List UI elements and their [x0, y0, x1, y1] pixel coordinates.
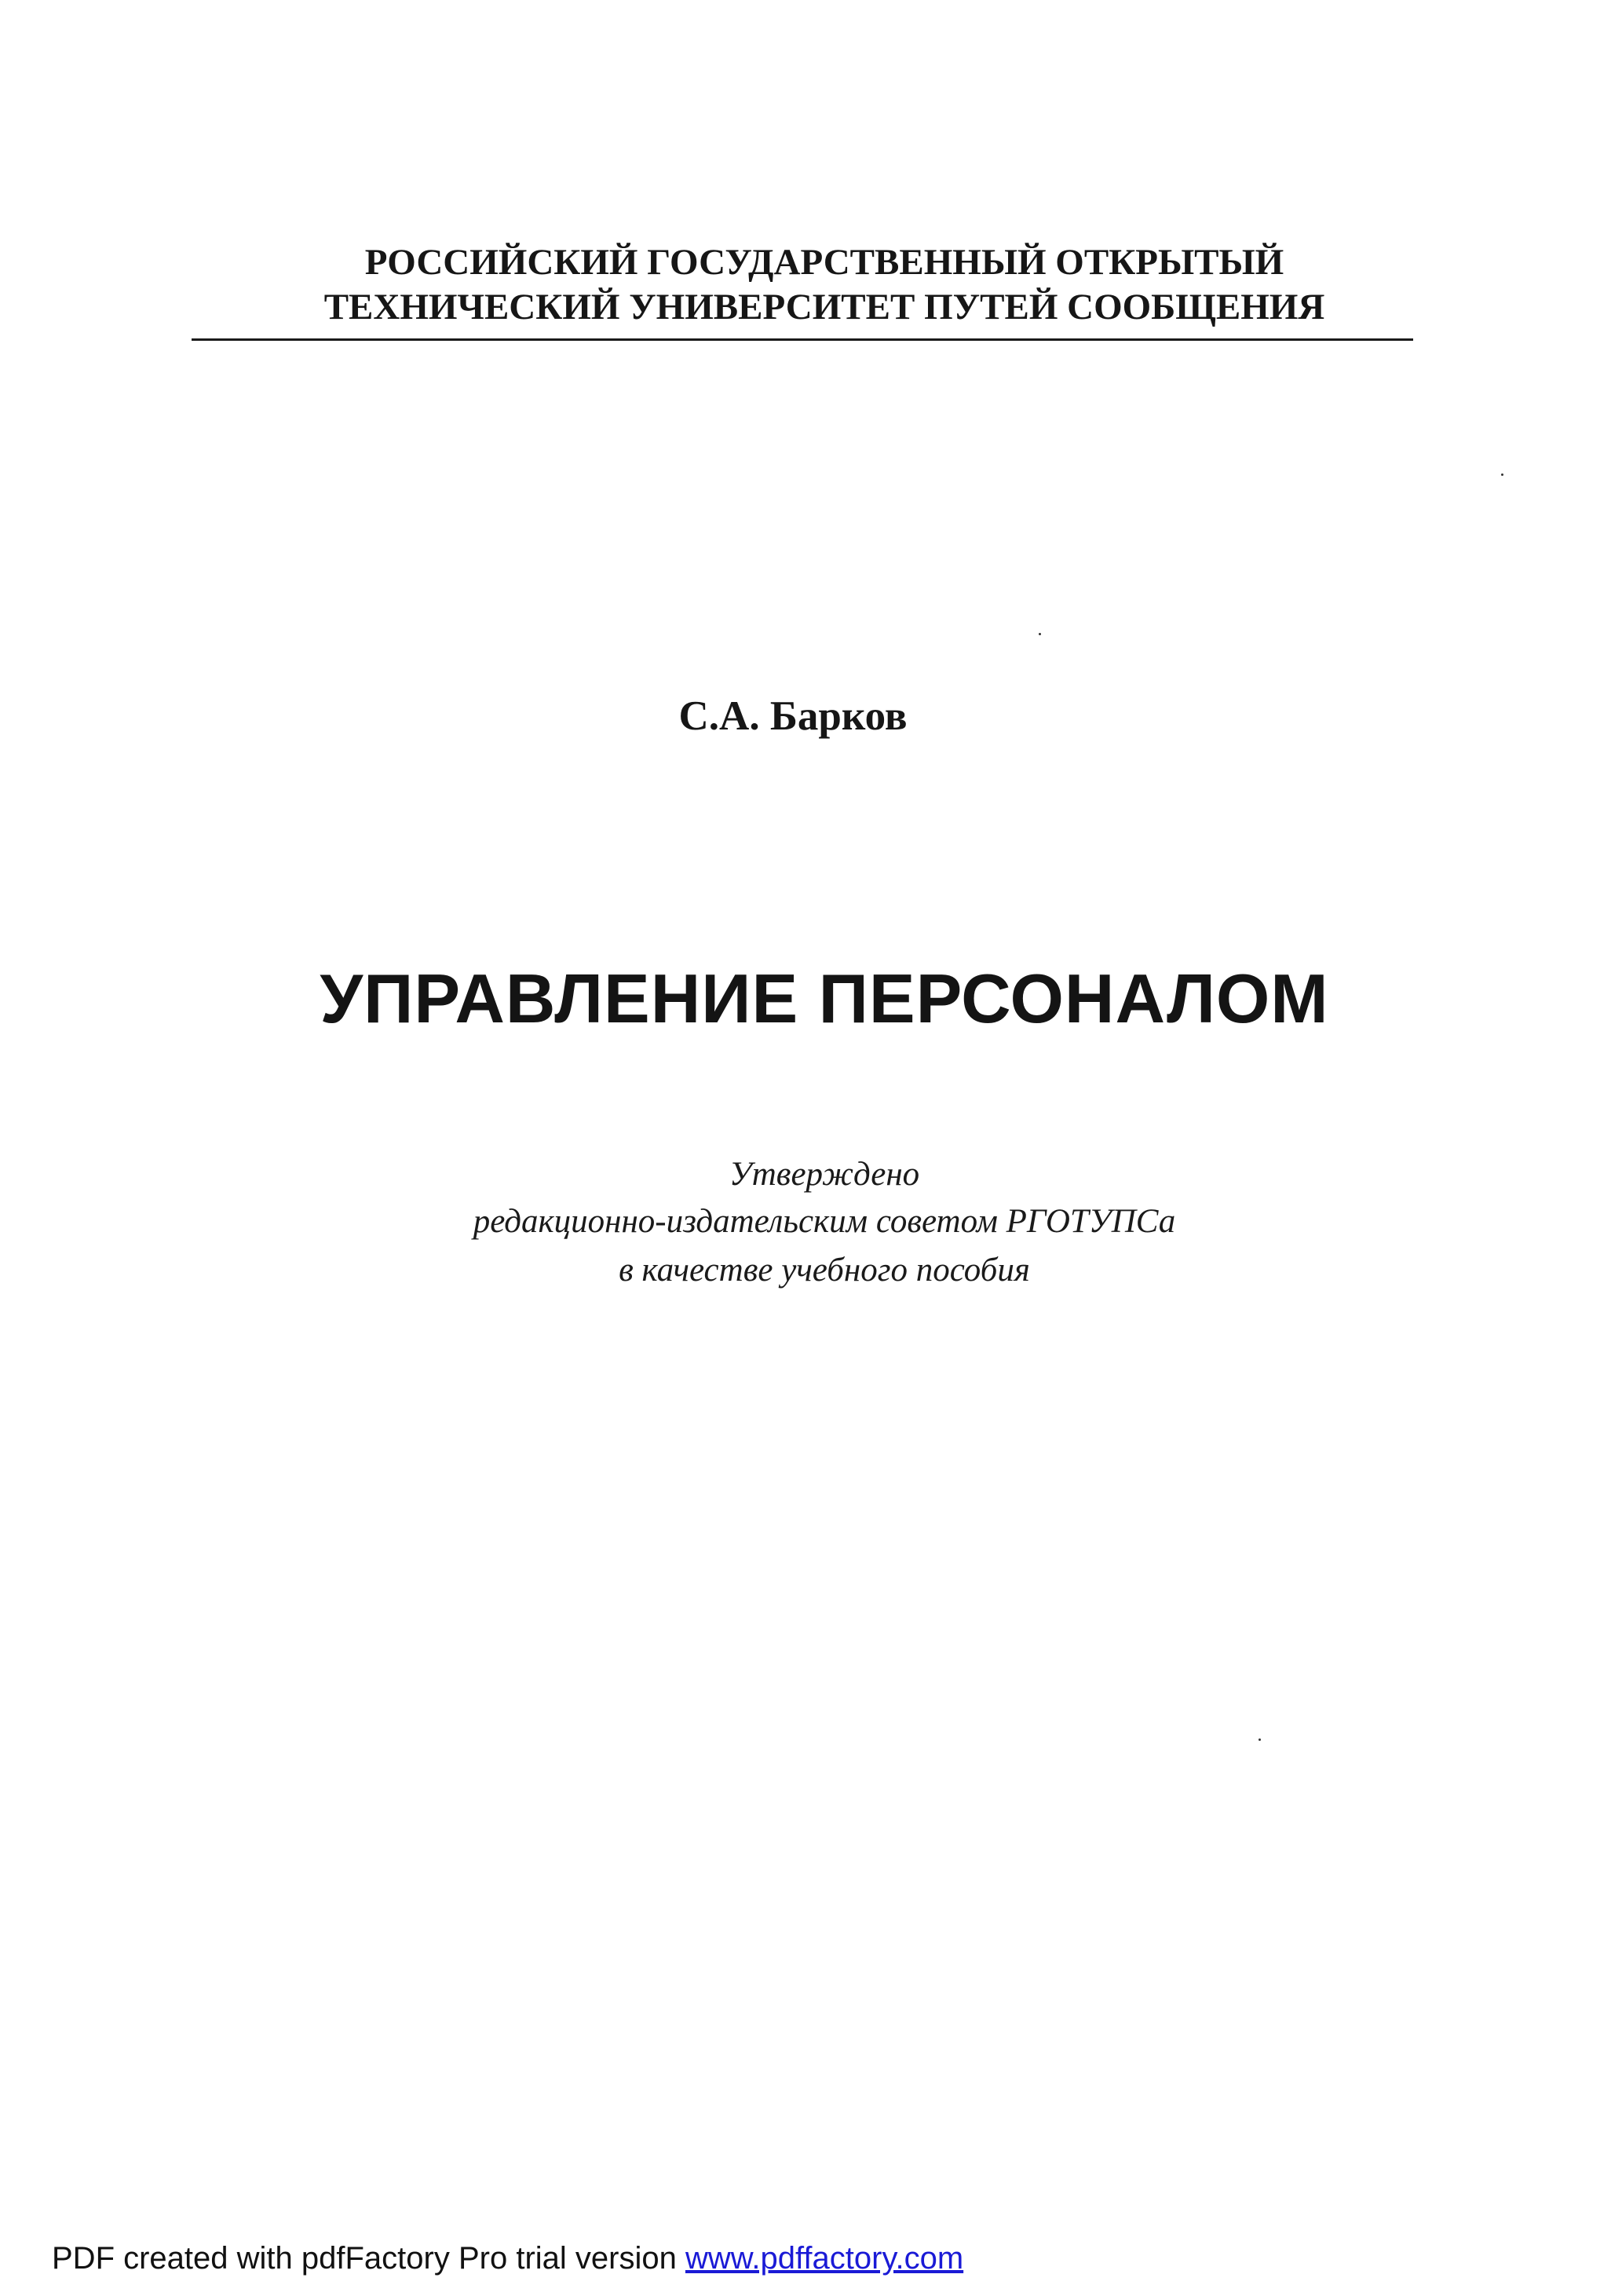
pdf-footer: [52, 2239, 963, 2277]
scan-speck: [1501, 473, 1503, 476]
footer-text: PDF created with pdfFactory Pro trial version: [52, 2241, 685, 2276]
approval-line-1: Утверждено: [729, 1156, 920, 1193]
approval-line-2: редакционно-издательским советом РГОТУПСа: [473, 1203, 1176, 1240]
author-name: С.А. Барков: [678, 693, 908, 739]
header-divider: [192, 338, 1413, 341]
institution-name-line-2: ТЕХНИЧЕСКИЙ УНИВЕРСИТЕТ ПУТЕЙ СООБЩЕНИЯ: [323, 287, 1325, 327]
pdffactory-link[interactable]: www.pdffactory.com: [685, 2241, 964, 2276]
book-title: УПРАВЛЕНИЕ ПЕРСОНАЛОМ: [320, 960, 1329, 1037]
approval-line-3: в качестве учебного пособия: [619, 1252, 1030, 1289]
scan-speck: [1039, 633, 1041, 635]
institution-name-line-1: РОССИЙСКИЙ ГОСУДАРСТВЕННЫЙ ОТКРЫТЫЙ: [364, 242, 1284, 283]
scan-speck: [1259, 1738, 1261, 1741]
